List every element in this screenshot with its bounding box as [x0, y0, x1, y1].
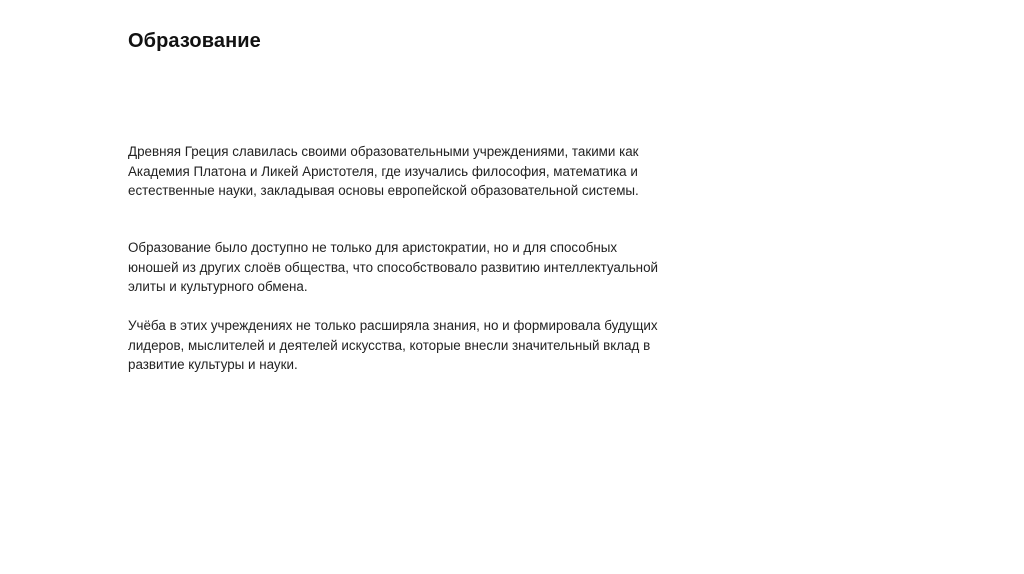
paragraph-education-institutions — [128, 142, 688, 201]
text-line: юношей из других слоёв общества, что способствовало развитию интеллектуальной — [128, 259, 658, 275]
paragraph-education-impact — [128, 316, 688, 375]
text-line: Древняя Греция славилась своими образовательными учреждениями, такими как — [128, 144, 639, 159]
text-line: элиты и культурного обмена. — [128, 279, 308, 294]
slide-title: Образование — [128, 30, 261, 52]
text-line: развитие культуры и науки. — [128, 357, 298, 372]
text-line: лидеров, мыслителей и деятелей искусства, которые внесли значительный вклад в — [128, 337, 651, 353]
text-line: Учёба в этих учреждениях не только расширяла знания, но и формировала будущих — [128, 318, 658, 333]
text-line: Образование было доступно не только для аристократии, но и для способных — [128, 240, 618, 255]
paragraph-education-access — [128, 238, 688, 297]
text-line: естественные науки, закладывая основы европейской образовательной системы. — [128, 183, 639, 198]
text-line: Академия Платона и Ликей Аристотеля, где изучались философия, математика и — [128, 163, 638, 179]
